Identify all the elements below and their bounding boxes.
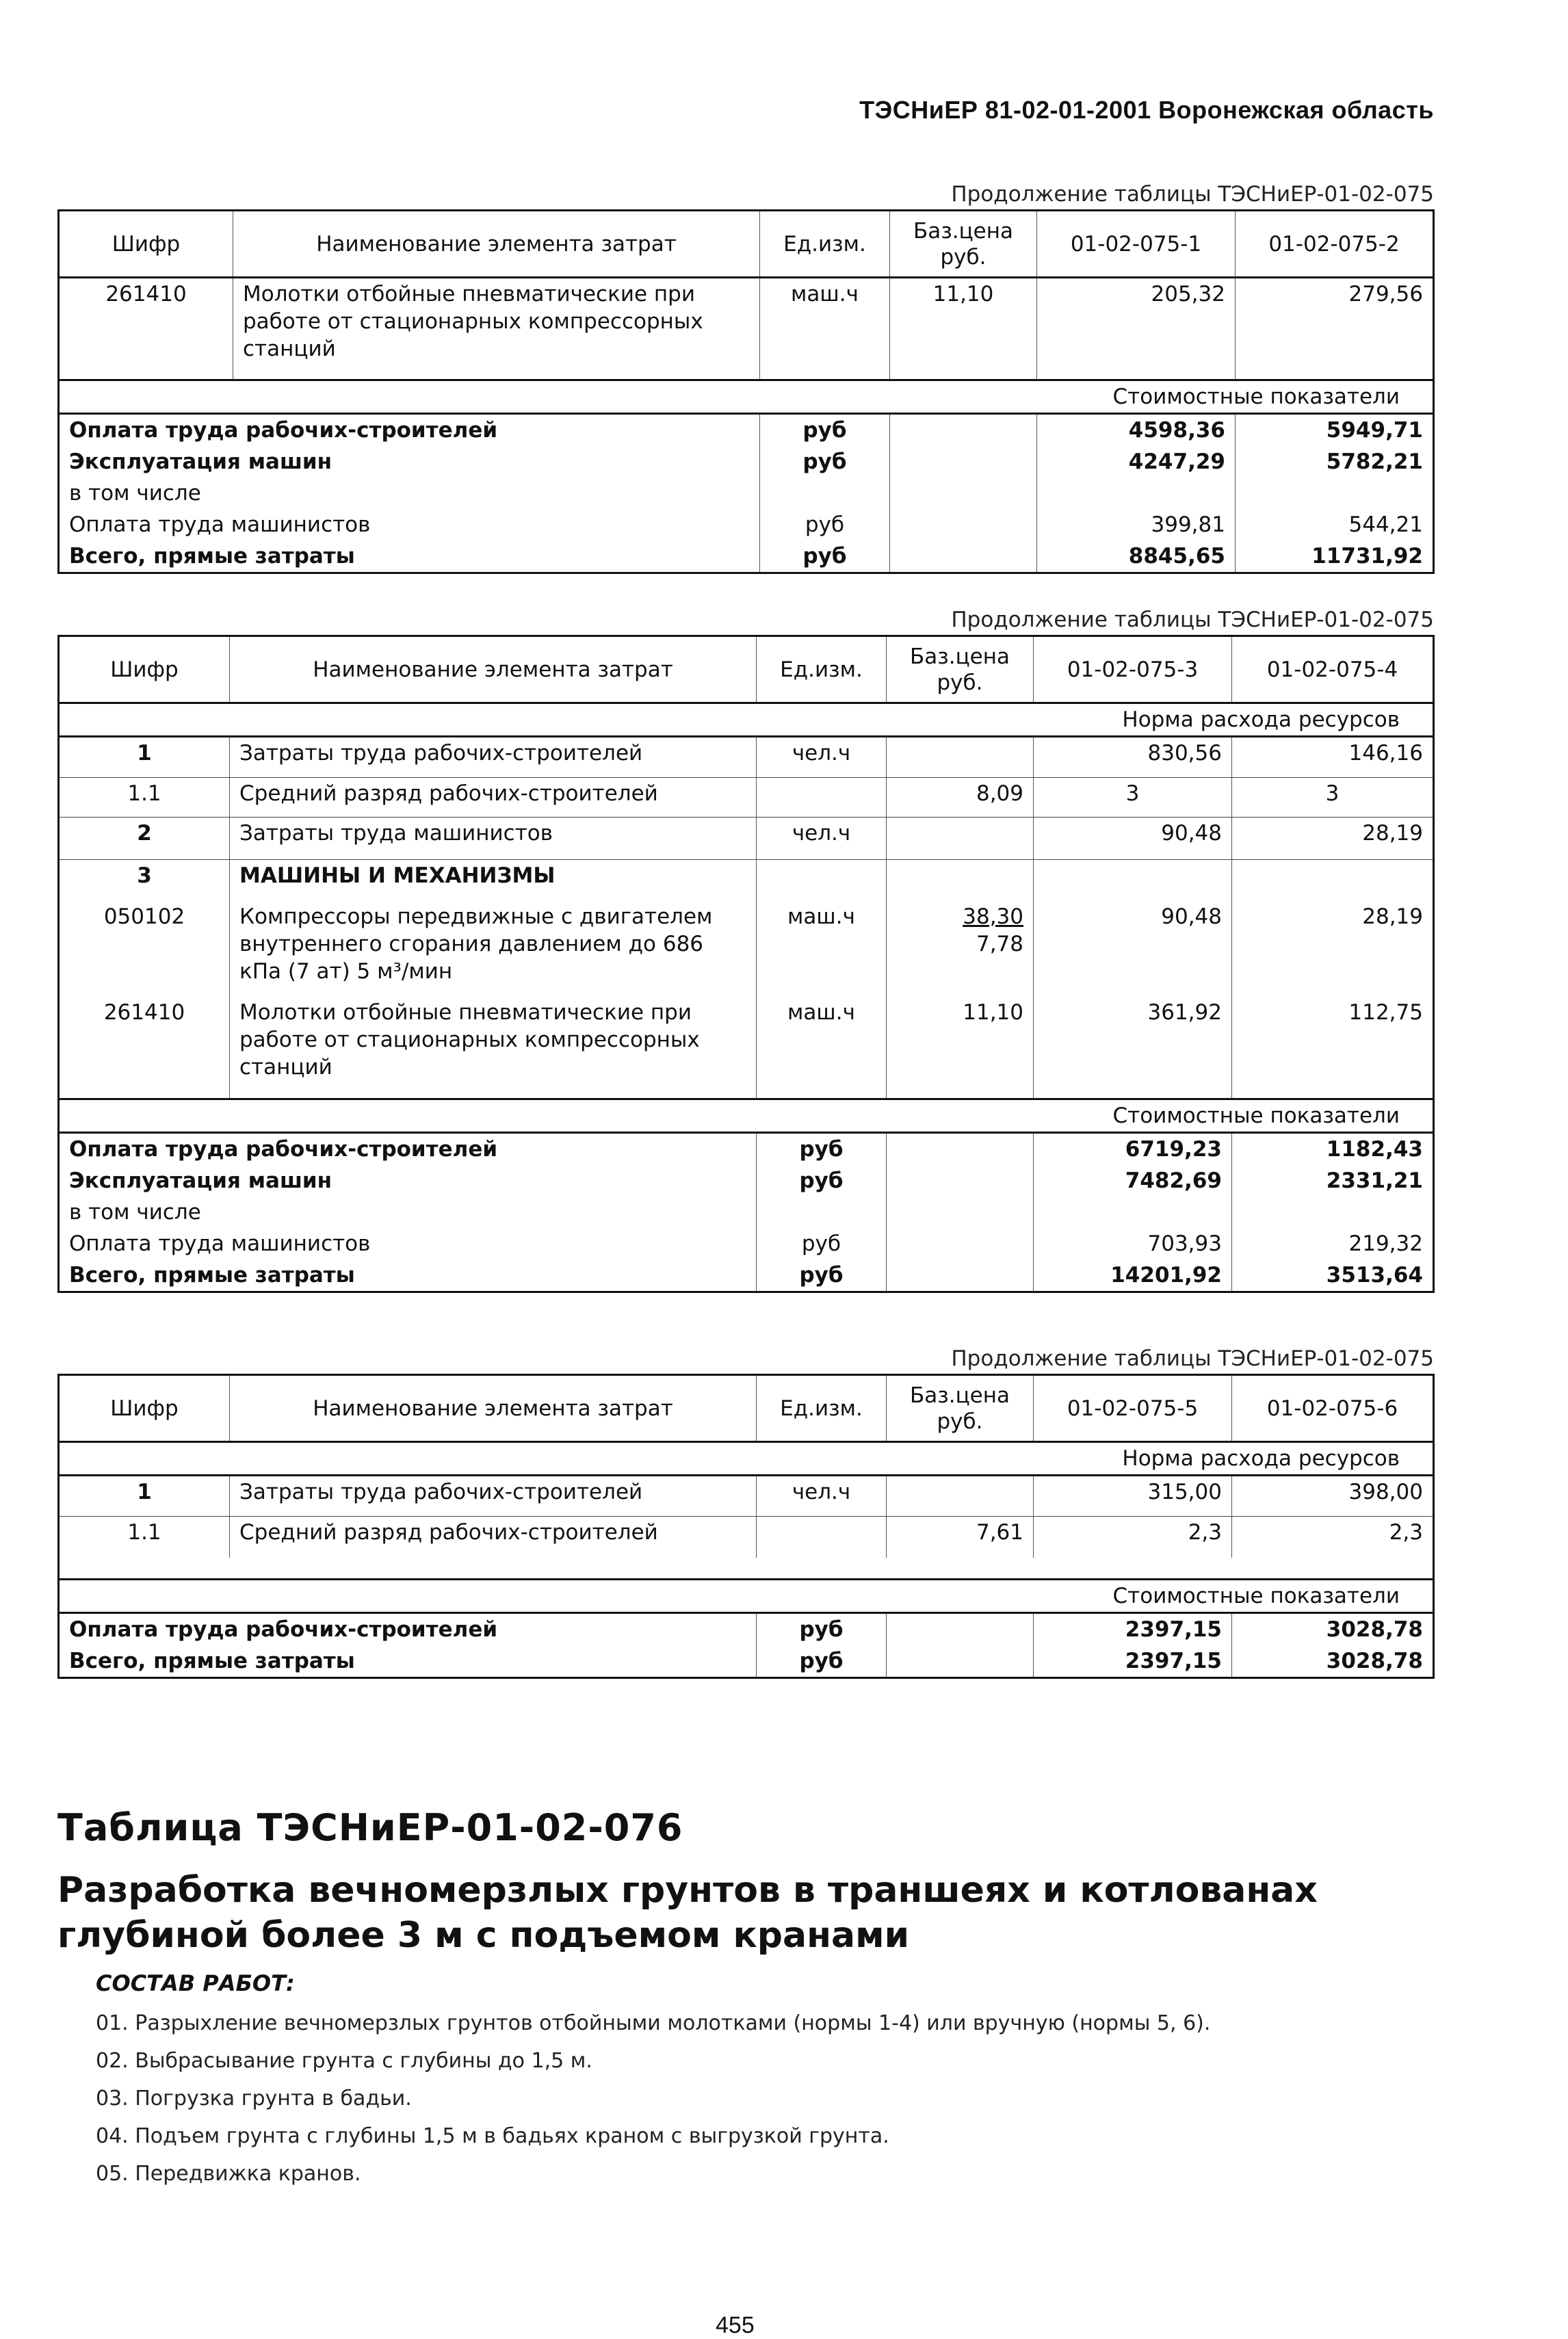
page-header: ТЭСНиЕР 81-02-01-2001 Воронежская область: [859, 96, 1434, 124]
table-row: 1.1 Средний разряд рабочих-строителей 8,09 3 3: [59, 778, 1434, 818]
list-item: 04. Подъем грунта с глубины 1,5 м в бадьях краном с выгрузкой грунта.: [96, 2124, 889, 2148]
col-header-price: Баз.цена руб.: [890, 211, 1037, 278]
section-subtitle: Разработка вечномерзлых грунтов в траншеях и котлованах глубиной более 3 м с подъемом кранами: [57, 1870, 1318, 1956]
list-item: 02. Выбрасывание грунта с глубины до 1,5 м.: [96, 2049, 592, 2073]
col-header-norm-1: 01-02-075-5: [1034, 1375, 1232, 1442]
list-item: 01. Разрыхление вечномерзлых грунтов отбойными молотками (нормы 1-4) или вручную (нормы 5, 6).: [96, 2011, 1211, 2035]
table-row: 050102 Компрессоры передвижные с двигателем внутреннего сгорания давлением до 686 кПа (7 ат) 5 м³/мин маш.ч 38,30 7,78 90,48 28,19: [59, 901, 1434, 997]
table2-caption: Продолжение таблицы ТЭСНиЕР-01-02-075: [951, 607, 1434, 632]
col-header-code: Шифр: [59, 1375, 230, 1442]
col-header-norm-2: 01-02-075-6: [1232, 1375, 1434, 1442]
table1: [57, 209, 1435, 574]
list-item: 05. Передвижка кранов.: [96, 2162, 361, 2186]
table-row: Оплата труда машинистов руб 703,93 219,32: [59, 1228, 1434, 1259]
table-row: Эксплуатация машин руб 7482,69 2331,21: [59, 1165, 1434, 1197]
col-header-unit: Ед.изм.: [760, 211, 890, 278]
table1-caption: Продолжение таблицы ТЭСНиЕР-01-02-075: [951, 182, 1434, 207]
table-row: Эксплуатация машин руб 4247,29 5782,21: [59, 446, 1434, 478]
col-header-name: Наименование элемента затрат: [233, 211, 760, 278]
table-row: 261410 Молотки отбойные пневматические при работе от стационарных компрессорных станций маш.ч 11,10 205,32 279,56: [59, 278, 1434, 380]
table-row: Всего, прямые затраты руб 8845,65 11731,92: [59, 540, 1434, 573]
col-header-unit: Ед.изм.: [757, 636, 887, 703]
table3: [57, 1374, 1435, 1679]
col-header-norm-2: 01-02-075-2: [1236, 211, 1434, 278]
col-header-price: Баз.цена руб.: [887, 1375, 1034, 1442]
col-header-unit: Ед.изм.: [757, 1375, 887, 1442]
table-row: 2 Затраты труда машинистов чел.ч 90,48 28,19: [59, 818, 1434, 860]
section-label-row: Стоимостные показатели: [59, 380, 1434, 414]
col-header-code: Шифр: [59, 211, 233, 278]
table-row: в том числе: [59, 478, 1434, 509]
price-fraction-top: 38,30: [963, 904, 1023, 929]
table-row: Оплата труда машинистов руб 399,81 544,21: [59, 509, 1434, 540]
works-list: [96, 2004, 1210, 2193]
table-row: Всего, прямые затраты руб 2397,15 3028,78: [59, 1645, 1434, 1678]
table-row: 261410 Молотки отбойные пневматические при работе от стационарных компрессорных станций маш.ч 11,10 361,92 112,75: [59, 997, 1434, 1099]
section-label-row: Стоимостные показатели: [59, 1099, 1434, 1133]
table-row: 1 Затраты труда рабочих-строителей чел.ч 315,00 398,00: [59, 1476, 1434, 1517]
col-header-price: Баз.цена руб.: [887, 636, 1034, 703]
col-header-code: Шифр: [59, 636, 230, 703]
table-row: Оплата труда рабочих-строителей руб 6719,23 1182,43: [59, 1133, 1434, 1166]
table-row: Оплата труда рабочих-строителей руб 2397,15 3028,78: [59, 1612, 1434, 1645]
col-header-norm-2: 01-02-075-4: [1232, 636, 1434, 703]
col-header-name: Наименование элемента затрат: [230, 1375, 757, 1442]
table-row: 3 МАШИНЫ И МЕХАНИЗМЫ: [59, 860, 1434, 901]
list-item: 03. Погрузка грунта в бадьи.: [96, 2087, 412, 2111]
table2: [57, 635, 1435, 1293]
price-fraction-bottom: 7,78: [976, 931, 1023, 956]
works-heading: СОСТАВ РАБОТ:: [96, 1970, 295, 1996]
table-row: Всего, прямые затраты руб 14201,92 3513,64: [59, 1259, 1434, 1292]
section-label-row: Стоимостные показатели: [59, 1579, 1434, 1612]
table3-caption: Продолжение таблицы ТЭСНиЕР-01-02-075: [951, 1346, 1434, 1371]
table-row: в том числе: [59, 1197, 1434, 1228]
col-header-norm-1: 01-02-075-3: [1034, 636, 1232, 703]
section-label-row: Норма расхода ресурсов: [59, 703, 1434, 737]
table-row: 1 Затраты труда рабочих-строителей чел.ч 830,56 146,16: [59, 737, 1434, 778]
col-header-name: Наименование элемента затрат: [230, 636, 757, 703]
table-row: 1.1 Средний разряд рабочих-строителей 7,61 2,3 2,3: [59, 1517, 1434, 1558]
table-row: Оплата труда рабочих-строителей руб 4598,36 5949,71: [59, 414, 1434, 447]
section-label-row: Норма расхода ресурсов: [59, 1442, 1434, 1476]
table-title: Таблица ТЭСНиЕР-01-02-076: [57, 1806, 683, 1849]
page-number: 455: [716, 2312, 755, 2338]
col-header-norm-1: 01-02-075-1: [1037, 211, 1236, 278]
